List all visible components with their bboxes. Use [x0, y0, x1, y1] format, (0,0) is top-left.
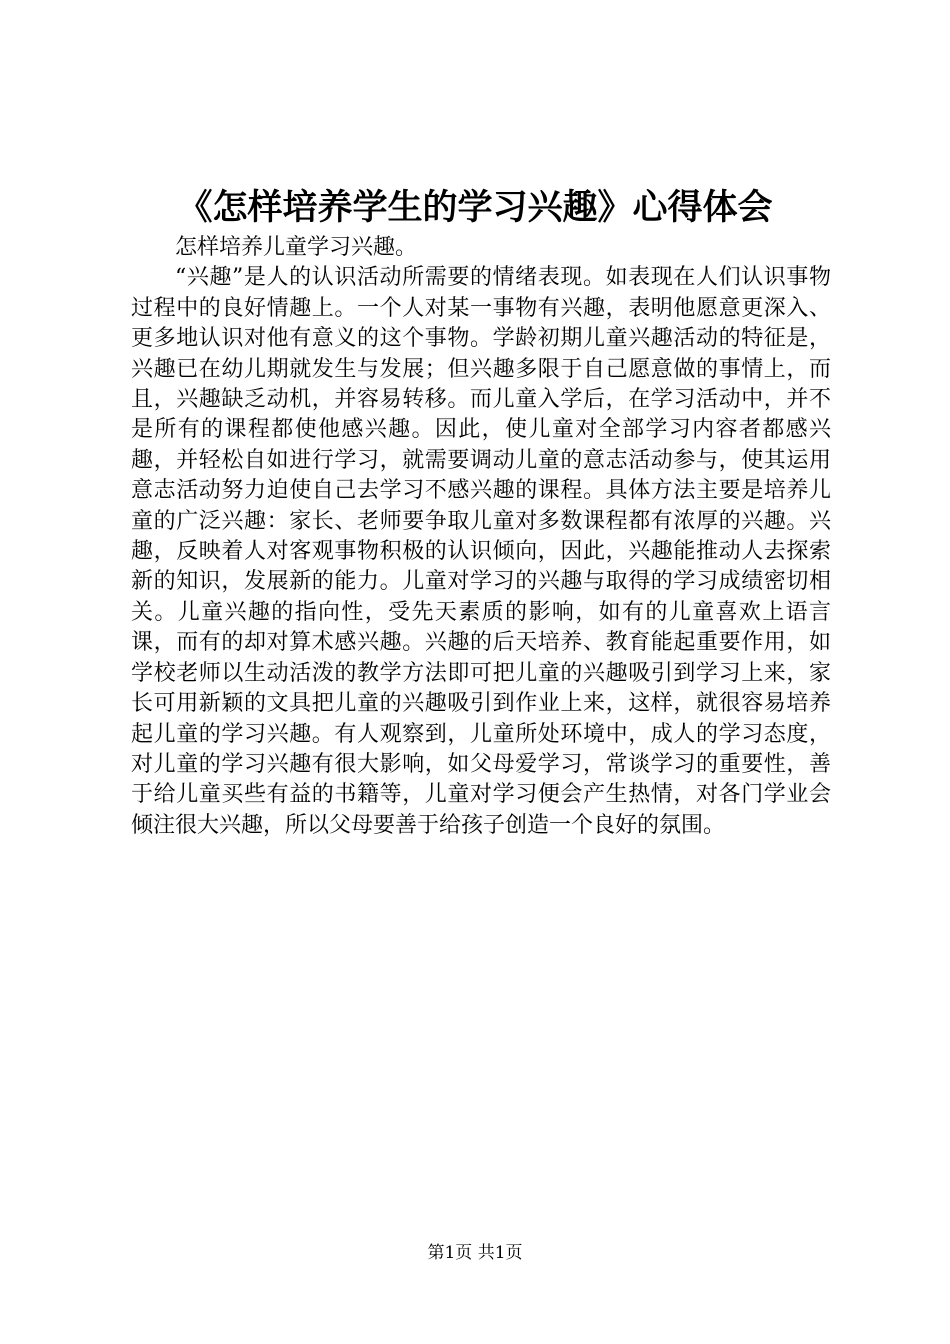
page-footer: 第1页 共1页 [427, 1243, 523, 1263]
document-body [131, 233, 831, 841]
document-title: 《怎样培养学生的学习兴趣》心得体会 [177, 187, 773, 228]
paragraph-main: “兴趣”是人的认识活动所需要的情绪表现。如表现在人们认识事物过程中的良好情趣上。一个人对某一事物有兴趣，表明他愿意更深入、更多地认识对他有意义的这个事物。学龄初期儿童兴趣活动的特征是，兴趣已在幼儿期就发生与发展；但兴趣多限于自己愿意做的事情上，而且，兴趣缺乏动机，并容易转移。而儿童入学后，在学习活动中，并不是所有的课程都使他感兴趣。因此，使儿童对全部学习内容者都感兴趣，并轻松自如进行学习，就需要调动儿童的意志活动参与，使其运用意志活动努力迫使自己去学习不感兴趣的课程。具体方法主要是培养儿童的广泛兴趣：家长、老师要争取儿童对多数课程都有浓厚的兴趣。兴趣，反映着人对客观事物积极的认识倾向，因此，兴趣能推动人去探索新的知识，发展新的能力。儿童对学习的兴趣与取得的学习成绩密切相关。儿童兴趣的指向性，受先天素质的影响，如有的儿童喜欢上语言课，而有的却对算术感兴趣。兴趣的后天培养、教育能起重要作用，如学校老师以生动活泼的教学方法即可把儿童的兴趣吸引到学习上来，家长可用新颖的文具把儿童的兴趣吸引到作业上来，这样，就很容易培养起儿童的学习兴趣。有人观察到，儿童所处环境中，成人的学习态度，对儿童的学习兴趣有很大影响，如父母爱学习，常谈学习的重要性，善于给儿童买些有益的书籍等，儿童对学习便会产生热情，对各门学业会倾注很大兴趣，所以父母要善于给孩子创造一个良好的氛围。 [131, 265, 831, 838]
paragraph-intro: 怎样培养儿童学习兴趣。 [175, 235, 418, 260]
